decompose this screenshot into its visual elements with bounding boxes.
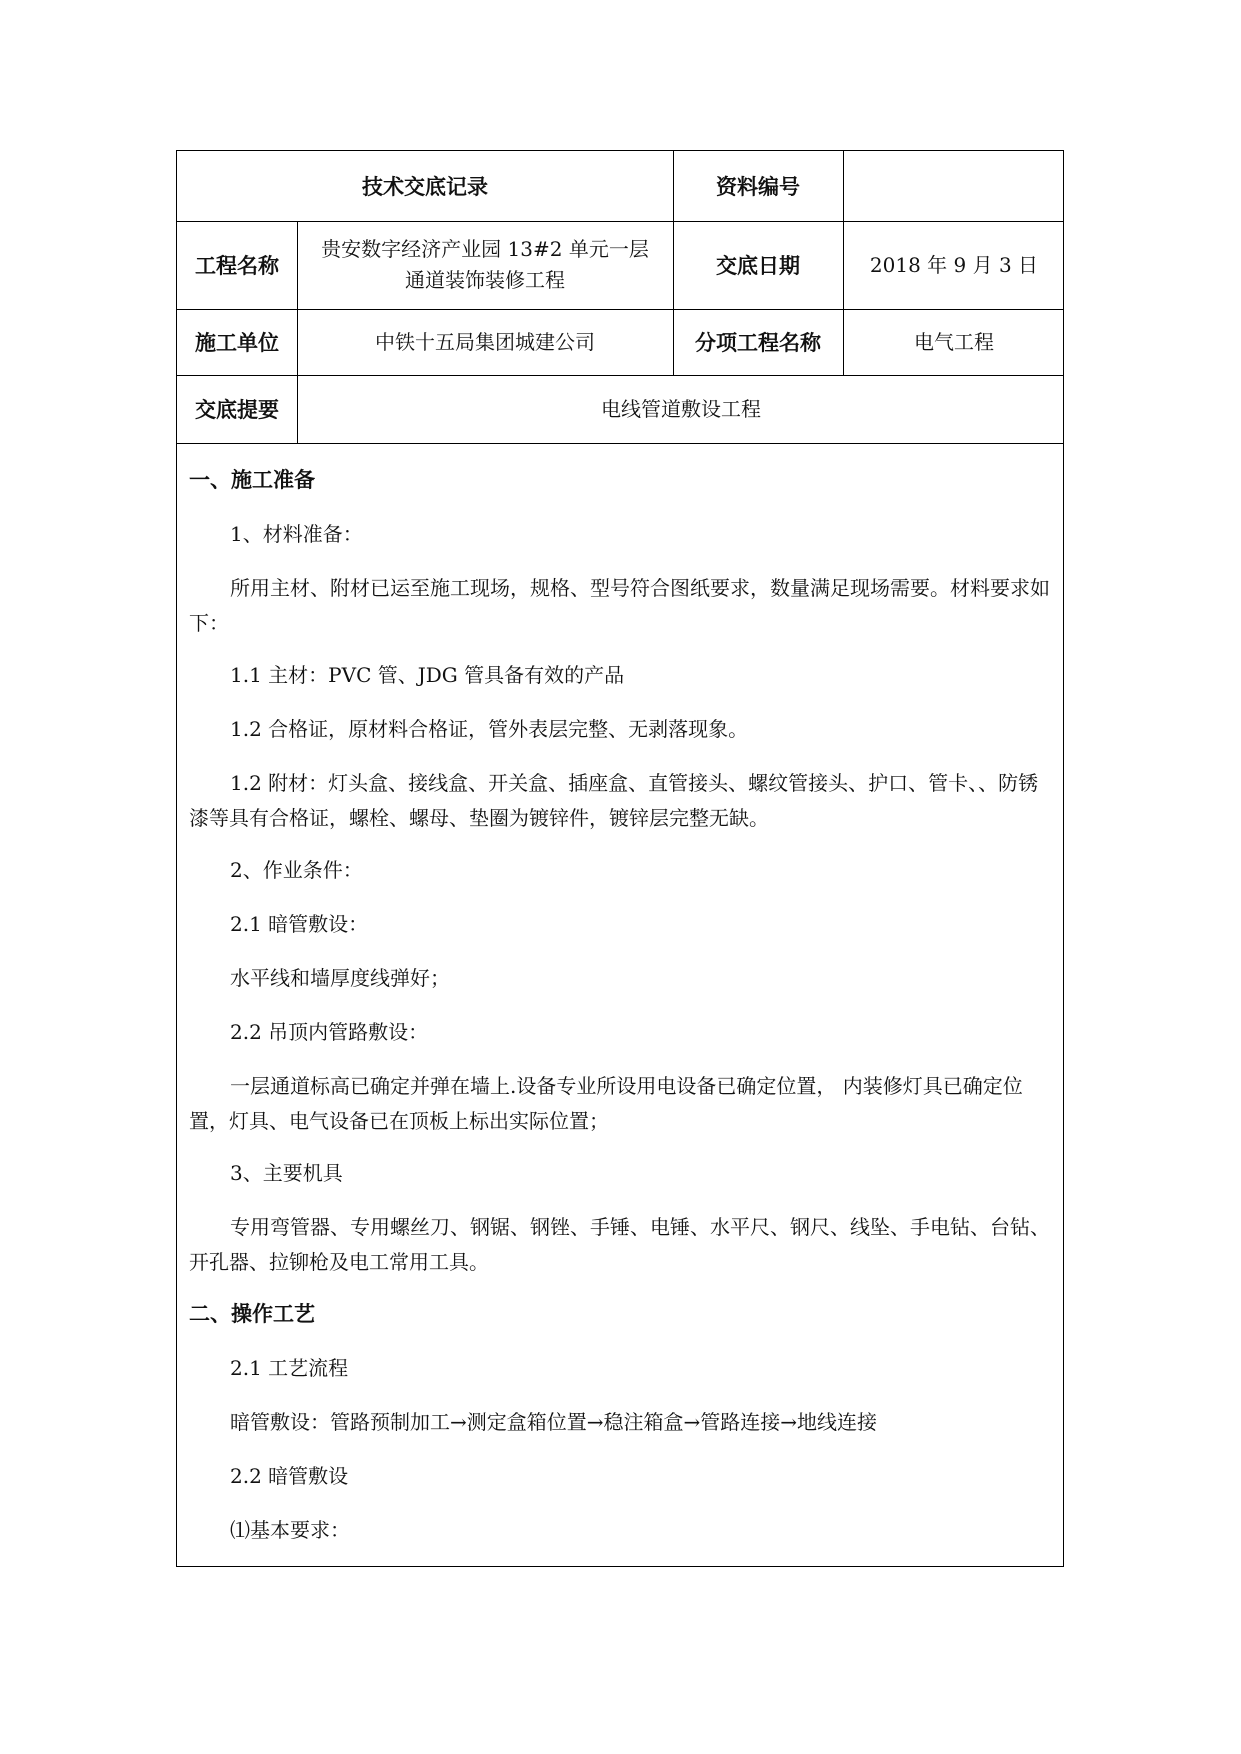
project-name-label: 工程名称	[195, 254, 279, 278]
technical-disclosure-form	[176, 150, 1064, 1567]
paragraph: 1.2 合格证，原材料合格证，管外表层完整、无剥落现象。	[230, 717, 749, 741]
doc-number-value	[843, 151, 1065, 221]
summary-label: 交底提要	[195, 398, 279, 422]
construction-unit-label: 施工单位	[195, 331, 279, 355]
paragraph: 3、主要机具	[230, 1161, 343, 1185]
disclosure-content	[189, 451, 1053, 1548]
paragraph: 1.1 主材：PVC 管、JDG 管具备有效的产品	[230, 663, 625, 687]
paragraph: ⑴基本要求：	[230, 1518, 350, 1542]
date-value: 2018 年 9 月 3 日	[869, 252, 1039, 277]
subproject-label: 分项工程名称	[695, 331, 821, 355]
paragraph: 所用主材、附材已运至施工现场，规格、型号符合图纸要求，数量满足现场需要。材料要求如下：	[189, 576, 1050, 635]
doc-number-label: 资料编号	[716, 175, 800, 199]
date-label: 交底日期	[716, 254, 800, 278]
project-name-value: 贵安数字经济产业园 13#2 单元一层通道装饰装修工程	[321, 237, 649, 292]
paragraph: 水平线和墙厚度线弹好；	[230, 966, 450, 990]
paragraph: 2.1 暗管敷设：	[230, 912, 369, 936]
form-title: 技术交底记录	[362, 175, 488, 199]
paragraph: 2、作业条件：	[230, 858, 363, 882]
section-heading: 二、操作工艺	[189, 1302, 315, 1326]
paragraph: 2.2 暗管敷设	[230, 1464, 349, 1488]
paragraph: 2.1 工艺流程	[230, 1356, 349, 1380]
paragraph: 一层通道标高已确定并弹在墙上.设备专业所设用电设备已确定位置， 内装修灯具已确定位置，灯具、电气设备已在顶板上标出实际位置；	[189, 1074, 1023, 1133]
paragraph: 1.2 附材：灯头盒、接线盒、开关盒、插座盒、直管接头、螺纹管接头、护口、管卡、、防锈漆等具有合格证，螺栓、螺母、垫圈为镀锌件，镀锌层完整无缺。	[189, 771, 1039, 830]
paragraph: 暗管敷设：管路预制加工→测定盒箱位置→稳注箱盒→管路连接→地线连接	[230, 1410, 878, 1434]
paragraph: 2.2 吊顶内管路敷设：	[230, 1020, 429, 1044]
paragraph: 1、材料准备：	[230, 522, 363, 546]
paragraph: 专用弯管器、专用螺丝刀、钢锯、钢锉、手锤、电锤、水平尺、钢尺、线坠、手电钻、台钻、开孔器、拉铆枪及电工常用工具。	[189, 1215, 1050, 1274]
subproject-value: 电气工程	[914, 329, 994, 354]
row-divider	[177, 443, 1063, 444]
construction-unit-value: 中铁十五局集团城建公司	[375, 329, 595, 354]
section-heading: 一、施工准备	[189, 468, 315, 492]
summary-value: 电线管道敷设工程	[601, 396, 761, 421]
